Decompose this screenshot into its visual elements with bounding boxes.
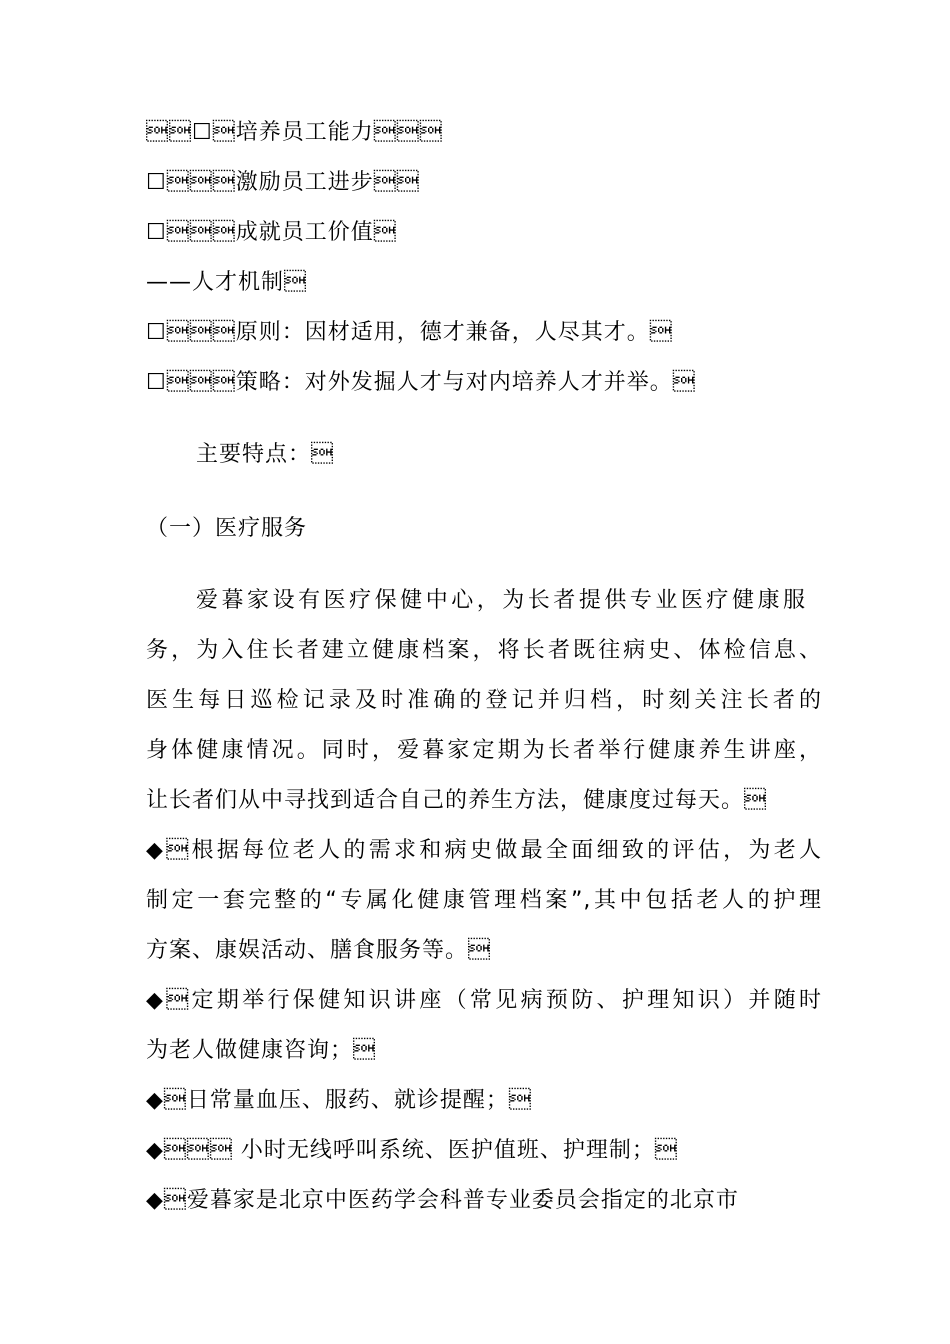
bullet-item-line: ◆爱暮家是北京中医药学会科普专业委员会指定的北京市 [146, 1188, 739, 1213]
text-line-achieve-value: ☐成就员工价值 [146, 220, 397, 245]
bullet-item-line: ◆ 小时无线呼叫系统、医护值班、护理制； [146, 1138, 678, 1163]
bullet-item-line: 制定一套完整的“专属化健康管理档案”,其中包括老人的护理 [146, 888, 822, 913]
paragraph-line: 让长者们从中寻找到适合自己的养生方法，健康度过每天。 [146, 788, 768, 813]
text-line-talent-mechanism: ——人才机制 [146, 270, 308, 295]
paragraph-line: 务，为入住长者建立健康档案，将长者既往病史、体检信息、 [146, 638, 822, 663]
text-line-motivate-progress: ☐激励员工进步 [146, 170, 420, 195]
text-line-strategy: ☐策略：对外发掘人才与对内培养人才并举。 [146, 370, 696, 395]
bullet-item-line: ◆定期举行保健知识讲座（常见病预防、护理知识）并随时 [146, 988, 822, 1013]
text-line-principle: ☐原则：因材适用，德才兼备，人尽其才。 [146, 320, 673, 345]
paragraph-line: 爱暮家设有医疗保健中心，为长者提供专业医疗健康服 [196, 588, 806, 613]
section-heading-medical-service: （一）医疗服务 [146, 516, 308, 541]
bullet-item-line: 为老人做健康咨询； [146, 1038, 377, 1063]
text-line-cultivate-ability: ☐培养员工能力 [146, 120, 443, 145]
bullet-item-line: ◆日常量血压、服药、就诊提醒； [146, 1088, 532, 1113]
bullet-item-line: ◆根据每位老人的需求和病史做最全面细致的评估，为老人 [146, 838, 822, 863]
section-heading-main-features: 主要特点： [196, 442, 335, 467]
paragraph-line: 身体健康情况。同时，爱暮家定期为长者举行健康养生讲座， [146, 738, 822, 763]
bullet-item-line: 方案、康娱活动、膳食服务等。 [146, 938, 492, 963]
paragraph-line: 医生每日巡检记录及时准确的登记并归档，时刻关注长者的 [146, 688, 822, 713]
